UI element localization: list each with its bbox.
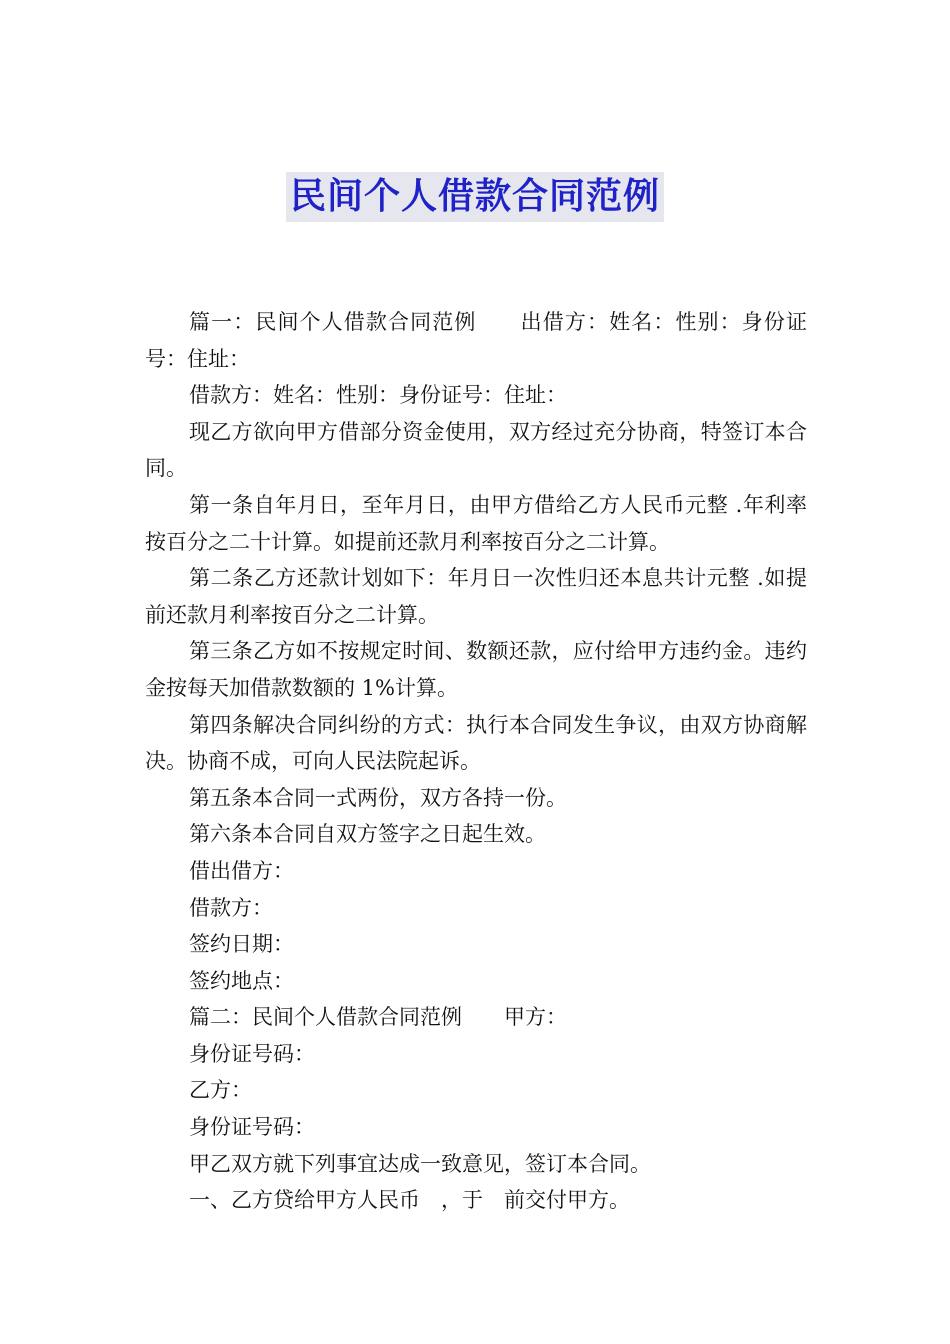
- paragraph: 第一条自年月日，至年月日，由甲方借给乙方人民币元整 .年利率按百分之二十计算。如提前还款月利率按百分之二计算。: [145, 492, 807, 554]
- paragraph: 甲乙双方就下列事宜达成一致意见，签订本合同。: [189, 1151, 651, 1176]
- paragraph: 篇一：民间个人借款合同范例 出借方：姓名：性别：身份证号：住址：: [145, 310, 807, 371]
- document-body: [145, 304, 807, 1219]
- paragraph: 第五条本合同一式两份，双方各持一份。: [189, 785, 567, 810]
- paragraph: 篇二：民间个人借款合同范例 甲方：: [189, 1005, 567, 1030]
- paragraph: 第三条乙方如不按规定时间、数额还款，应付给甲方违约金。违约金按每天加借款数额的 1%计算。: [145, 639, 807, 700]
- paragraph: 身份证号码：: [189, 1041, 315, 1066]
- document-title: 民间个人借款合同范例: [286, 172, 664, 222]
- paragraph: 一、乙方贷给甲方人民币 ，于 前交付甲方。: [189, 1188, 630, 1213]
- paragraph: 借款方：姓名：性别：身份证号：住址：: [189, 383, 567, 408]
- paragraph: 身份证号码：: [189, 1115, 315, 1140]
- paragraph: 借款方：: [189, 895, 273, 920]
- paragraph: 第四条解决合同纠纷的方式：执行本合同发生争议，由双方协商解决。协商不成，可向人民法院起诉。: [145, 712, 807, 774]
- title-container: [0, 172, 950, 222]
- paragraph: 现乙方欲向甲方借部分资金使用，双方经过充分协商，特签订本合同。: [145, 419, 807, 481]
- paragraph: 乙方：: [189, 1078, 252, 1103]
- paragraph: 第六条本合同自双方签字之日起生效。: [189, 822, 546, 847]
- paragraph: 签约地点：: [189, 968, 294, 993]
- paragraph: 签约日期：: [189, 932, 294, 957]
- paragraph: 借出借方：: [189, 858, 294, 883]
- paragraph: 第二条乙方还款计划如下：年月日一次性归还本息共计元整 .如提前还款月利率按百分之二计算。: [145, 566, 807, 627]
